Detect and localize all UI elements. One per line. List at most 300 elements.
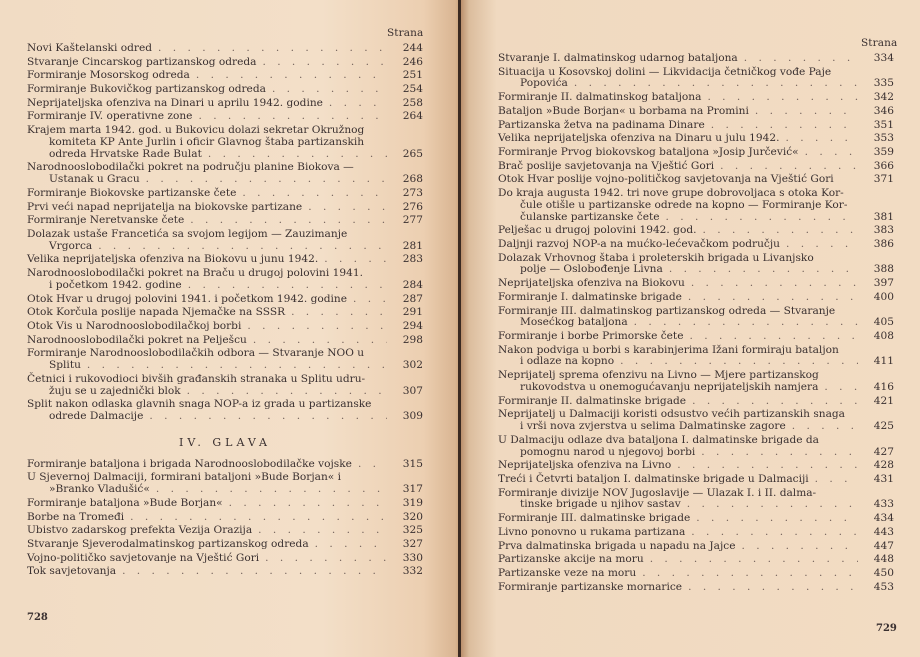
toc-entry-title: U Sjevernoj Dalmaciji, formirani bataljoni »Bude Borjan« i — [27, 471, 342, 484]
toc-entry-title: Otok Korčula poslije napada Njemačke na SSSR — [27, 306, 286, 319]
toc-entry-page: 421 — [873, 394, 894, 407]
toc-entry-title: Vojno-političko savjetovanje na Vještić Gori — [27, 551, 260, 564]
toc-entry — [27, 399, 423, 423]
toc-entry-title: Splitu — [49, 359, 81, 372]
dot-leader — [677, 460, 858, 472]
dot-leader — [358, 459, 387, 471]
dot-leader — [190, 215, 387, 227]
toc-entry — [27, 43, 423, 55]
right-page — [460, 0, 920, 657]
toc-entry — [27, 553, 423, 565]
toc-entry — [27, 472, 423, 496]
toc-entry-title: Formiranje I. dalmatinske brigade — [498, 290, 682, 303]
toc-entry-line — [498, 188, 894, 200]
toc-entry-page: 366 — [873, 159, 894, 172]
toc-entry-title: Velika neprijateljska ofenziva na Dinaru u julu 1942. — [498, 132, 780, 145]
toc-entry — [27, 98, 423, 110]
dot-leader — [689, 331, 858, 343]
dot-leader — [688, 582, 858, 594]
toc-entry-line — [498, 396, 894, 408]
dot-leader — [786, 239, 858, 251]
toc-entry-line — [27, 70, 423, 82]
dot-leader — [253, 335, 387, 347]
toc-entry-title: Krajem marta 1942. god. u Bukovicu dolazi sekretar Okružnog — [27, 124, 365, 137]
dot-leader — [824, 382, 858, 394]
toc-entry-page: 276 — [402, 200, 423, 213]
toc-entry-title: Neprijatelj u Dalmaciji koristi odsustvo većih partizanskih snaga — [498, 408, 845, 421]
toc-entry — [27, 294, 423, 306]
dot-leader — [755, 106, 858, 118]
dot-leader — [229, 498, 387, 510]
toc-entry-page: 405 — [873, 316, 894, 329]
toc-entry-page: 386 — [873, 237, 894, 250]
toc-list — [498, 53, 894, 595]
toc-entry — [498, 396, 894, 408]
toc-entry-title: rukovodstva u onemogućavanju neprijateljskih namjera — [520, 380, 819, 393]
toc-entry-line — [498, 421, 894, 433]
toc-entry-title: i početkom 1942. godine — [49, 278, 182, 291]
strana-column-label: Strana — [861, 37, 898, 49]
toc-entry-page: 334 — [873, 52, 894, 64]
toc-entry-line — [27, 111, 423, 123]
toc-entry-page: 287 — [402, 292, 423, 305]
toc-entry-title: Neprijateljska ofenziva na Dinari u aprilu 1942. godine — [27, 96, 323, 109]
toc-entry-page: 307 — [402, 384, 423, 397]
toc-entry-page: 353 — [873, 132, 894, 145]
toc-entry-title: odreda Hrvatske Rade Bulat — [49, 147, 202, 160]
toc-entry-line — [498, 317, 894, 329]
toc-entry — [27, 307, 423, 319]
toc-entry — [498, 106, 894, 118]
toc-entry — [27, 84, 423, 96]
toc-entry-line — [498, 582, 894, 594]
toc-entry-line — [27, 348, 423, 360]
toc-entry-title: Prvi veći napad neprijatelja na biokovske partizane — [27, 200, 303, 213]
toc-entry — [27, 57, 423, 69]
toc-entry — [27, 566, 423, 578]
toc-entry — [27, 229, 423, 253]
dot-leader — [188, 280, 387, 292]
toc-entry-line — [27, 137, 423, 149]
toc-entry-line — [498, 200, 894, 212]
toc-entry-title: Formiranje III. dalmatinske brigade — [498, 512, 691, 525]
toc-entry-page: 244 — [402, 42, 423, 54]
dot-leader — [707, 92, 858, 104]
dot-leader — [692, 396, 858, 408]
toc-entry-page: 332 — [402, 565, 423, 578]
toc-entry — [27, 268, 423, 292]
toc-entry — [498, 306, 894, 330]
toc-entry-title: Formiranje Prvog biokovskog bataljona »Josip Jurčević« — [498, 145, 799, 158]
toc-entry-title: Formiranje Mosorskog odreda — [27, 69, 190, 82]
toc-entry-title: Formiranje II. dalmatinske brigade — [498, 394, 687, 407]
toc-entry-page: 264 — [402, 110, 423, 123]
toc-entry-page: 342 — [873, 91, 894, 104]
toc-entry — [27, 215, 423, 227]
toc-entry-title: Borbe na Tromeđi — [27, 510, 125, 523]
toc-entry-title: Pelješac u drugoj polovini 1942. god. — [498, 224, 697, 237]
toc-entry-title: Neprijateljska ofenziva na Biokovu — [498, 277, 685, 290]
page-number: 729 — [876, 623, 897, 634]
dot-leader — [130, 512, 387, 524]
toc-entry-title: Neprijateljska ofenziva na Livno — [498, 459, 672, 472]
dot-leader — [688, 292, 858, 304]
toc-entry-title: čule otišle u partizanske odrede na kopno — Formiranje Kor- — [520, 198, 848, 211]
toc-entry-line — [27, 335, 423, 347]
toc-entry-page: 388 — [873, 263, 894, 276]
toc-entry-title: i odlaze na kopno — [520, 355, 615, 368]
toc-entry — [498, 582, 894, 594]
dot-leader — [329, 98, 387, 110]
toc-entry — [27, 348, 423, 372]
toc-entry-page: 448 — [873, 553, 894, 566]
dot-leader — [702, 225, 858, 237]
toc-entry-line — [27, 539, 423, 551]
toc-entry-line — [27, 386, 423, 398]
toc-entry-title: Prva dalmatinska brigada u napadu na Jajce — [498, 539, 736, 552]
dot-leader — [187, 386, 387, 398]
toc-entry-title: Vrgorca — [49, 239, 93, 252]
toc-entry — [498, 92, 894, 104]
toc-entry-page: 319 — [402, 496, 423, 509]
dot-leader — [146, 174, 387, 186]
toc-entry — [27, 321, 423, 333]
toc-entry-line — [27, 294, 423, 306]
toc-entry-page: 359 — [873, 145, 894, 158]
toc-entry — [27, 70, 423, 82]
toc-entry — [27, 539, 423, 551]
toc-entry — [498, 345, 894, 369]
toc-entry-line — [498, 278, 894, 290]
toc-entry-title: Formiranje i borbe Primorske čete — [498, 329, 684, 342]
toc-entry — [27, 459, 423, 471]
toc-entry-line — [27, 411, 423, 423]
toc-entry-page: 291 — [402, 306, 423, 319]
toc-entry-title: polje — Oslobođenje Livna — [520, 263, 663, 276]
dot-leader — [315, 539, 387, 551]
toc-entry-page: 325 — [402, 524, 423, 537]
dot-leader — [701, 447, 858, 459]
dot-leader — [242, 188, 387, 200]
toc-entry — [27, 374, 423, 398]
toc-entry — [27, 335, 423, 347]
toc-entry-page: 408 — [873, 329, 894, 342]
toc-entry-line — [498, 554, 894, 566]
toc-entry-title: Split nakon odlaska glavnih snaga NOP-a iz grada u partizanske — [27, 398, 372, 411]
dot-leader — [208, 149, 387, 161]
toc-list — [27, 43, 423, 425]
toc-entry-page: 428 — [873, 459, 894, 472]
toc-entry — [498, 513, 894, 525]
toc-entry-title: Do kraja augusta 1942. tri nove grupe dobrovoljaca s otoka Kor- — [498, 186, 844, 199]
dot-leader — [196, 70, 387, 82]
dot-leader — [815, 474, 858, 486]
toc-entry-page: 447 — [873, 539, 894, 552]
toc-entry-title: tinske brigade u njihov sastav — [520, 498, 681, 511]
toc-entry — [498, 253, 894, 277]
toc-entry — [498, 120, 894, 132]
toc-entry-page: 411 — [873, 355, 894, 368]
toc-entry-page: 294 — [402, 319, 423, 332]
toc-entry-line — [27, 202, 423, 214]
toc-entry — [27, 498, 423, 510]
toc-entry — [498, 541, 894, 553]
toc-entry — [498, 409, 894, 433]
toc-entry-line — [498, 568, 894, 580]
dot-leader — [696, 513, 858, 525]
toc-entry-line — [498, 513, 894, 525]
toc-entry-page: 284 — [402, 278, 423, 291]
toc-list — [27, 459, 423, 578]
toc-entry-line — [27, 374, 423, 386]
toc-entry-line — [498, 161, 894, 173]
toc-entry-title: Popovića — [520, 77, 568, 90]
toc-entry-title: Formiranje divizije NOV Jugoslavije — Ulazak I. i II. dalma- — [498, 486, 817, 499]
toc-entry-line — [498, 541, 894, 553]
toc-entry-title: Formiranje Narodnooslobodilačkih odbora — Stvaranje NOO u — [27, 347, 365, 360]
toc-entry-title: pomognu narod u njegovoj borbi — [520, 445, 696, 458]
toc-entry-page: 351 — [873, 118, 894, 131]
toc-entry-title: Ustanak u Gracu — [49, 173, 140, 186]
toc-entry-page: 251 — [402, 69, 423, 82]
dot-leader — [786, 133, 858, 145]
toc-entry-line — [498, 499, 894, 511]
toc-entry-line — [27, 188, 423, 200]
toc-entry-line — [27, 280, 423, 292]
toc-entry-title: Partizanska žetva na padinama Dinare — [498, 118, 705, 131]
toc-entry — [498, 331, 894, 343]
toc-entry-title: Stvaranje Sjeverodalmatinskog partizanskog odreda — [27, 538, 309, 551]
dot-leader — [691, 278, 858, 290]
toc-entry-title: Narodnooslobodilački pokret na području planine Biokova — — [27, 161, 354, 174]
toc-entry-title: Formiranje Bukovičkog partizanskog odreda — [27, 83, 266, 96]
toc-entry-title: i vrši nova zvjerstva u selima Dalmatinske zagore — [520, 420, 786, 433]
toc-entry-page: 254 — [402, 83, 423, 96]
dot-leader — [262, 57, 387, 69]
toc-entry — [498, 460, 894, 472]
toc-entry — [498, 554, 894, 566]
toc-entry-page: 397 — [873, 277, 894, 290]
toc-entry-title: Livno ponovno u rukama partizana — [498, 525, 686, 538]
toc-entry-title: Novi Kaštelanski odred — [27, 42, 152, 54]
toc-entry-title: Narodnooslobodilački pokret na Pelješcu — [27, 333, 247, 346]
toc-entry-line — [27, 525, 423, 537]
toc-entry — [498, 161, 894, 173]
toc-entry — [27, 202, 423, 214]
toc-entry-page: 277 — [402, 214, 423, 227]
toc-entry-title: »Branko Vladušić« — [49, 483, 150, 496]
toc-entry — [498, 292, 894, 304]
toc-entry-line — [498, 527, 894, 539]
toc-entry-line — [498, 292, 894, 304]
toc-entry-line — [27, 512, 423, 524]
toc-entry-line — [27, 307, 423, 319]
toc-entry-line — [498, 474, 894, 486]
toc-entry-title: Otok Hvar poslije vojno-političkog savjetovanja na Vještić Gori — [498, 173, 834, 186]
toc-entry-page: 330 — [402, 551, 423, 564]
toc-entry-title: Formiranje partizanske mornarice — [498, 580, 683, 593]
toc-entry-title: Velika neprijateljska ofenziva na Biokovu u junu 1942. — [27, 253, 319, 266]
toc-entry — [498, 474, 894, 486]
toc-entry-line — [27, 57, 423, 69]
dot-leader — [574, 78, 858, 90]
toc-entry-line — [498, 133, 894, 145]
toc-entry-line — [27, 84, 423, 96]
toc-entry-title: U Dalmaciju odlaze dva bataljona I. dalmatinske brigade da — [498, 433, 819, 446]
toc-entry — [27, 125, 423, 160]
toc-entry-line — [498, 225, 894, 237]
toc-entry-page: 283 — [402, 253, 423, 266]
toc-entry-title: Četnici i rukovodioci bivših građanskih stranaka u Splitu udru- — [27, 372, 366, 385]
dot-leader — [666, 212, 858, 224]
dot-leader — [265, 553, 387, 565]
toc-entry-title: Formiranje IV. operativne zone — [27, 110, 193, 123]
dot-leader — [122, 566, 387, 578]
toc-entry-page: 371 — [873, 173, 894, 186]
toc-entry-line — [498, 447, 894, 459]
strana-column-label: Strana — [387, 27, 424, 39]
toc-entry-title: Formiranje III. dalmatinskog partizanskog odreda — Stvaranje — [498, 304, 836, 317]
toc-entry-title: Neprijatelj sprema ofenzivu na Livno — Mjere partizanskog — [498, 369, 819, 382]
dot-leader — [620, 356, 858, 368]
toc-entry-line — [27, 43, 423, 55]
dot-leader — [669, 264, 858, 276]
toc-entry-title: Otok Hvar u drugoj polovini 1941. i početkom 1942. godine — [27, 292, 348, 305]
dot-leader — [158, 43, 387, 55]
toc-entry-line — [27, 360, 423, 372]
dot-leader — [650, 554, 858, 566]
toc-entry-page: 453 — [873, 580, 894, 593]
toc-entry-page: 431 — [873, 472, 894, 485]
toc-entry-title: Formiranje Neretvanske čete — [27, 214, 185, 227]
toc-entry-line — [498, 120, 894, 132]
toc-entry-page: 327 — [402, 538, 423, 551]
toc-entry-page: 335 — [873, 77, 894, 90]
toc-entry-title: Stvaranje Cincarskog partizanskog odreda — [27, 55, 257, 68]
toc-entry-line — [498, 92, 894, 104]
toc-entry-page: 246 — [402, 55, 423, 68]
toc-entry-title: Partizanske veze na moru — [498, 566, 637, 579]
toc-entry-page: 320 — [402, 510, 423, 523]
toc-entry-title: Dolazak ustaše Francetića sa svojom legijom — Zauzimanje — [27, 227, 348, 240]
dot-leader — [353, 294, 387, 306]
toc-entry-page: 433 — [873, 498, 894, 511]
toc-entry — [27, 525, 423, 537]
toc-entry — [498, 435, 894, 459]
toc-entry-title: Formiranje II. dalmatinskog bataljona — [498, 91, 702, 104]
toc-entry — [27, 111, 423, 123]
toc-entry-line — [27, 321, 423, 333]
toc-entry — [27, 512, 423, 524]
toc-entry-title: čulanske partizanske čete — [520, 210, 660, 223]
toc-entry-page: 317 — [402, 483, 423, 496]
dot-leader — [258, 525, 387, 537]
toc-entry-title: Situacija u Kosovskoj dolini — Likvidacija četničkog vođe Paje — [498, 65, 832, 78]
toc-entry-line — [498, 460, 894, 472]
toc-entry-title: Ubistvo zadarskog prefekta Vezija Orazija — [27, 524, 253, 537]
toc-entry-line — [498, 53, 894, 65]
toc-entry-line — [498, 106, 894, 118]
toc-entry-line — [27, 484, 423, 496]
toc-entry-title: Treći i Četvrti bataljon I. dalmatinske brigade u Dalmaciji — [498, 472, 809, 485]
dot-leader — [805, 147, 858, 159]
toc-entry-title: žuju se u zajednički blok — [49, 384, 181, 397]
toc-entry-line — [498, 174, 894, 186]
toc-entry — [498, 53, 894, 65]
toc-entry-page: 443 — [873, 525, 894, 538]
toc-entry-page: 383 — [873, 224, 894, 237]
toc-entry — [498, 239, 894, 251]
toc-entry-page: 309 — [402, 410, 423, 423]
dot-leader — [711, 120, 858, 132]
toc-entry-line — [27, 459, 423, 471]
toc-entry-line — [498, 382, 894, 394]
page-number: 728 — [27, 612, 48, 623]
dot-leader — [744, 53, 858, 65]
dot-leader — [792, 421, 858, 433]
toc-entry-page: 381 — [873, 210, 894, 223]
dot-leader — [642, 568, 858, 580]
toc-entry-line — [27, 149, 423, 161]
dot-leader — [324, 254, 387, 266]
dot-leader — [272, 84, 387, 96]
toc-entry-page: 265 — [402, 147, 423, 160]
toc-entry-title: Formiranje Biokovske partizanske čete — [27, 186, 237, 199]
dot-leader — [691, 527, 858, 539]
toc-entry — [498, 488, 894, 512]
dot-leader — [98, 241, 387, 253]
toc-entry-line — [27, 215, 423, 227]
toc-entry-page: 400 — [873, 290, 894, 303]
dot-leader — [308, 202, 387, 214]
toc-entry — [27, 162, 423, 186]
dot-leader — [149, 411, 387, 423]
toc-entry — [27, 188, 423, 200]
book-gutter — [458, 0, 461, 657]
toc-entry-line — [498, 435, 894, 447]
toc-entry-title: Narodnooslobodilački pokret na Braču u drugoj polovini 1941. — [27, 267, 363, 280]
toc-entry-title: Tok savjetovanja — [27, 565, 117, 578]
toc-entry-line — [498, 331, 894, 343]
toc-entry-title: Mosećkog bataljona — [520, 316, 628, 329]
toc-entry-page: 450 — [873, 566, 894, 579]
toc-entry-line — [27, 553, 423, 565]
toc-entry — [498, 370, 894, 394]
toc-entry-title: Otok Vis u Narodnooslobodilačkoj borbi — [27, 319, 242, 332]
dot-leader — [634, 317, 858, 329]
toc-entry-title: Partizanske akcije na moru — [498, 553, 644, 566]
toc-entry-title: Bataljon »Bude Borjan« u borbama na Promini — [498, 104, 749, 117]
toc-entry-line — [27, 98, 423, 110]
toc-entry-line — [27, 174, 423, 186]
toc-entry-title: Brač poslije savjetovanja na Vještić Gori — [498, 159, 715, 172]
toc-entry-title: Stvaranje I. dalmatinskog udarnog bataljona — [498, 52, 738, 64]
toc-entry-title: komiteta KP Ante Jurlin i oficir Glavnog štaba partizanskih — [49, 135, 365, 148]
toc-entry-title: Formiranje bataljona i brigada Narodnooslobodilačke vojske — [27, 457, 352, 470]
toc-entry-page: 434 — [873, 512, 894, 525]
dot-leader — [291, 307, 387, 319]
toc-entry-page: 302 — [402, 359, 423, 372]
dot-leader — [87, 360, 387, 372]
toc-entry — [498, 67, 894, 91]
toc-entry — [498, 527, 894, 539]
dot-leader — [198, 111, 387, 123]
toc-entry-page: 268 — [402, 173, 423, 186]
toc-entry — [498, 568, 894, 580]
toc-entry-page: 273 — [402, 186, 423, 199]
dot-leader — [247, 321, 387, 333]
toc-entry-title: odrede Dalmacije — [49, 410, 144, 423]
